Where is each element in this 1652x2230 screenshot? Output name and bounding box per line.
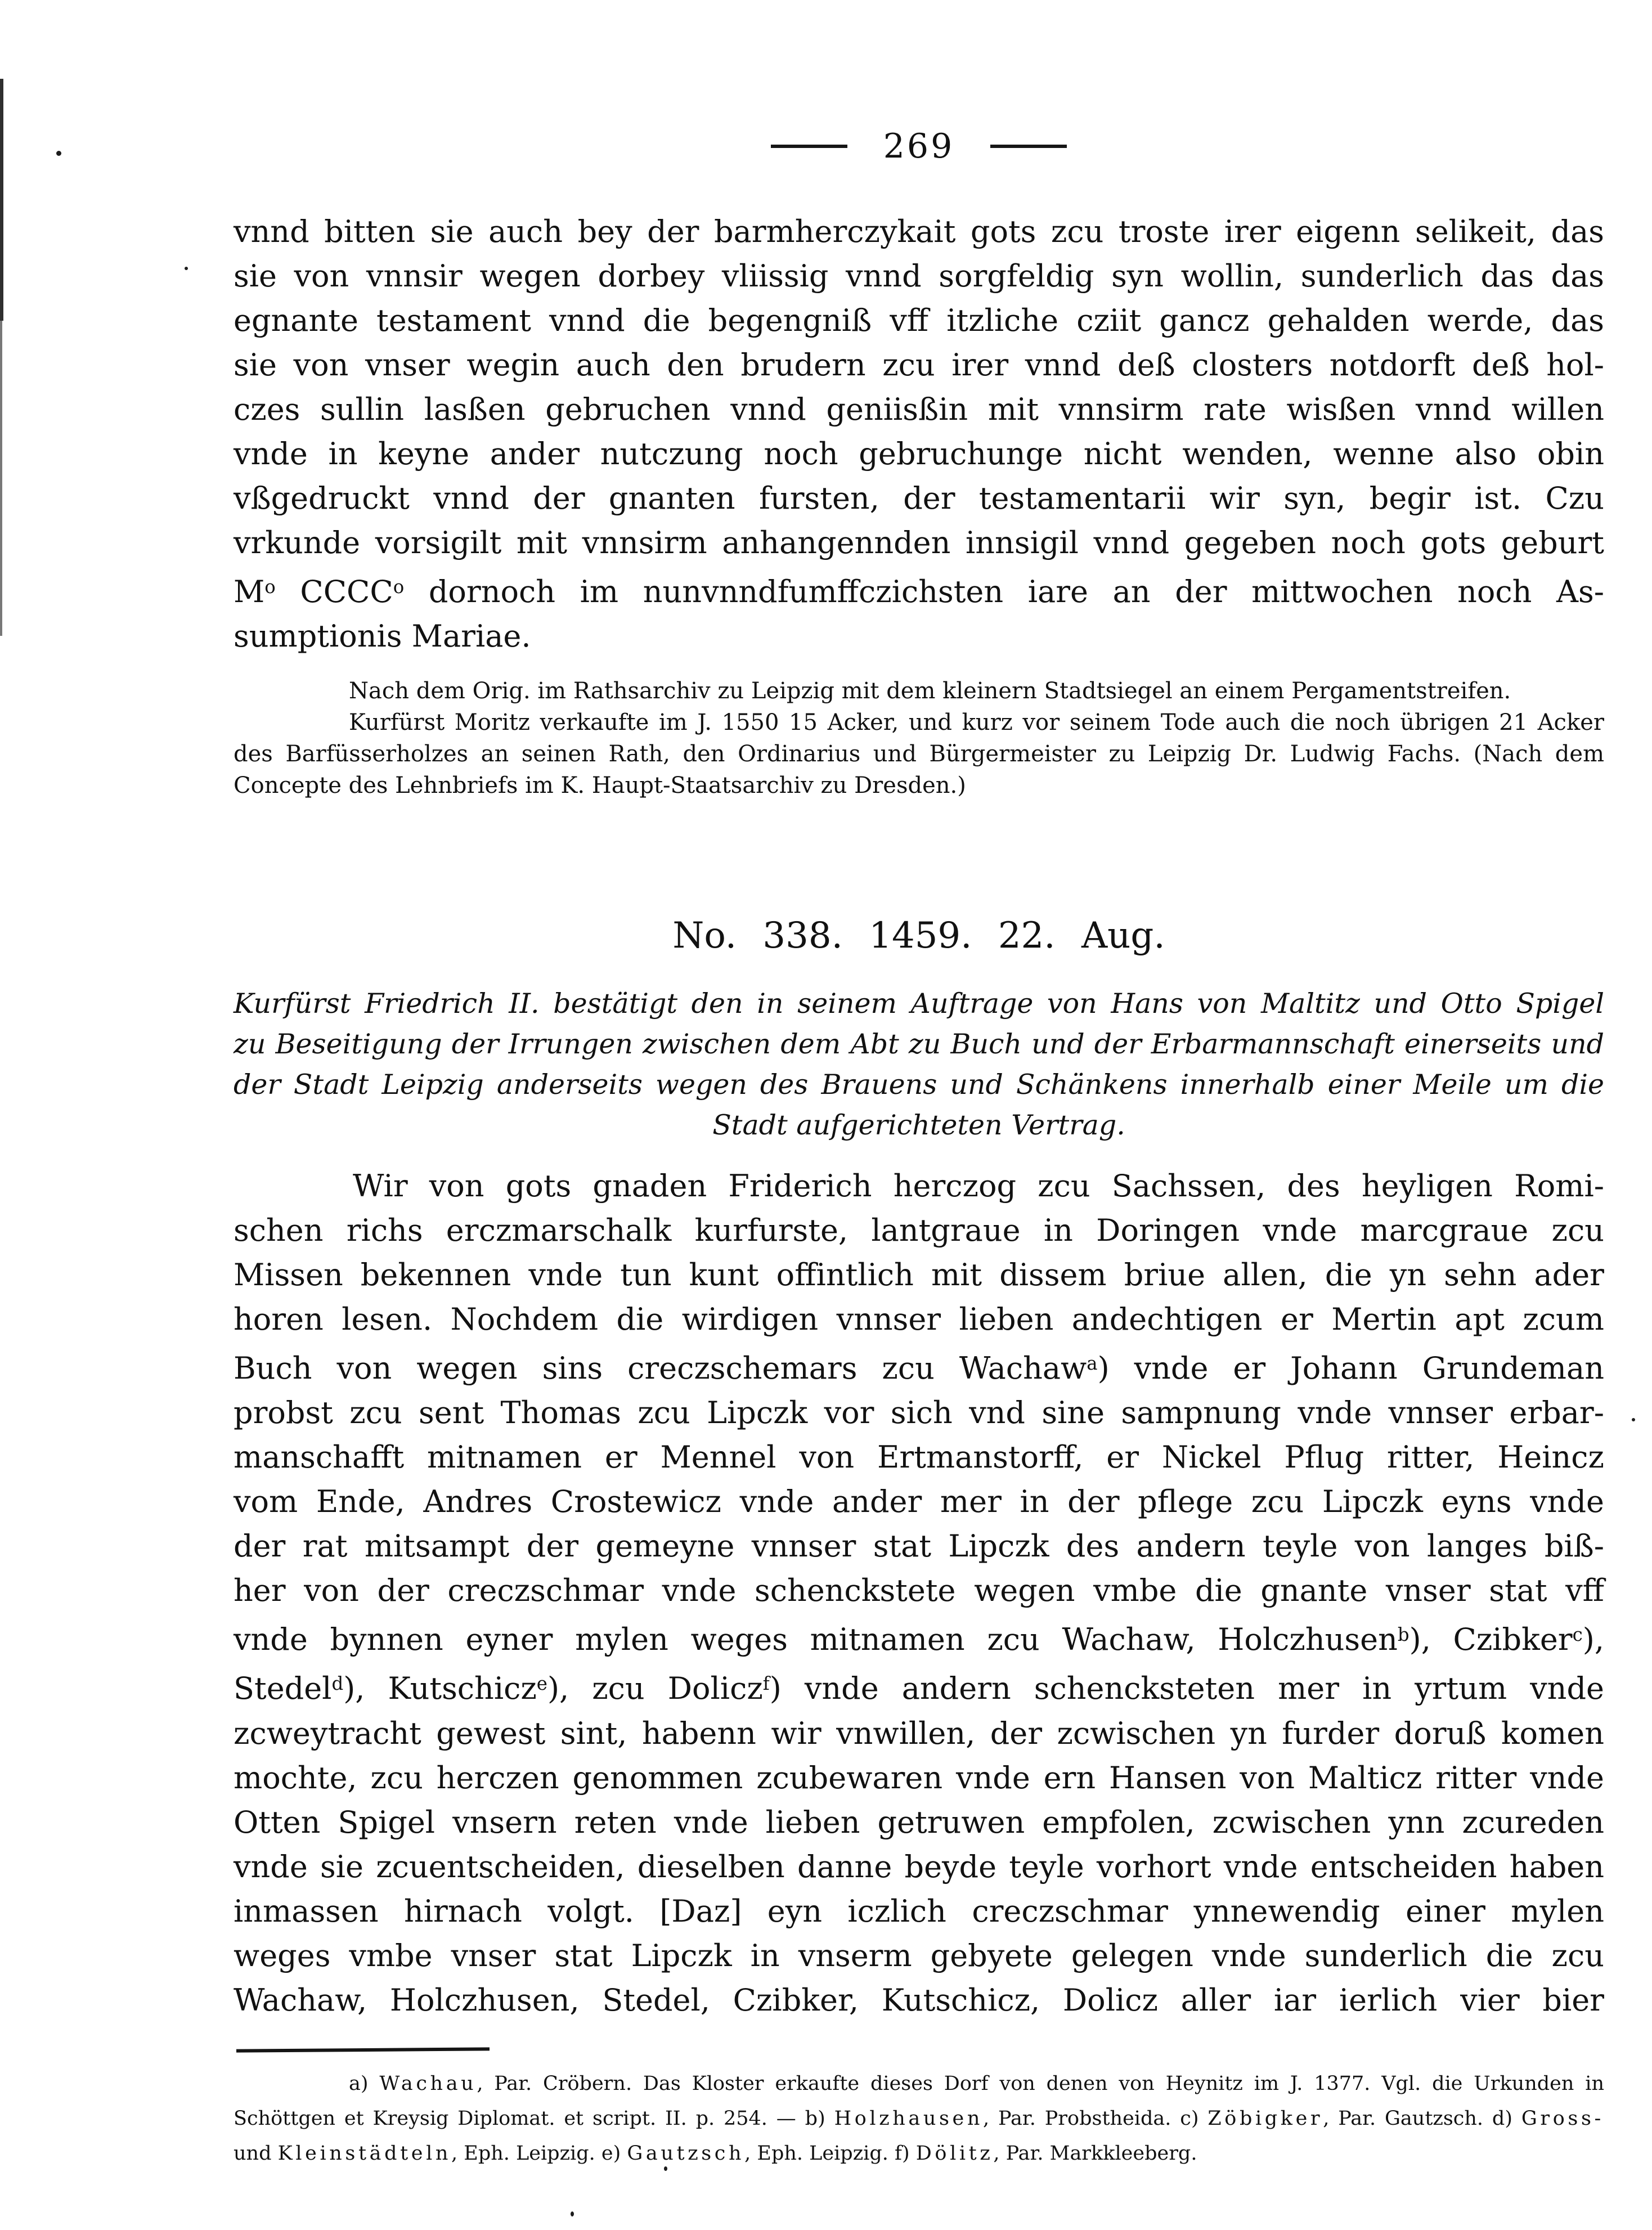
text-segment: , Eph. Leipzig. e)	[451, 2142, 627, 2165]
footnote-marker-sup: d	[331, 1673, 344, 1695]
text-segment: Otten Spigel vnsern reten vnde lieben getruwen empfolen, zcwischen ynn zcureden	[234, 1804, 1604, 1840]
text-segment: ), Czibker	[1409, 1622, 1573, 1658]
text-segment: der Stadt Leipzig anderseits wegen des Brauens und Schänkens innerhalb einer Meile um die	[234, 1069, 1604, 1101]
text-segment: vrkunde vorsigilt mit vnnsirm anhangennden innsigil vnnd gegeben noch gots geburt	[234, 525, 1604, 560]
spaced-word: Zöbigker	[1207, 2107, 1323, 2130]
text-segment: horen lesen. Nochdem die wirdigen vnnser lieben andechtigen er Mertin apt zcum	[234, 1302, 1604, 1337]
text-line	[234, 1253, 1604, 1297]
text-line	[234, 614, 1604, 658]
text-line	[234, 1024, 1604, 1065]
text-segment: Missen bekennen vnde tun kunt offintlich mit dissem briue allen, die yn sehn ader	[234, 1257, 1604, 1293]
text-segment: ) vnde andern schencksteten mer in yrtum vnde	[769, 1671, 1604, 1707]
text-line	[234, 1435, 1604, 1479]
page-header	[234, 126, 1604, 167]
text-line	[234, 1889, 1604, 1933]
text-line	[234, 1845, 1604, 1889]
text-line	[234, 1164, 1604, 1208]
text-line	[234, 1341, 1604, 1390]
footnote-marker-sup: e	[536, 1673, 547, 1695]
spaced-word: Holzhausen	[834, 2107, 984, 2130]
text-line	[234, 343, 1604, 387]
footnote-divider	[236, 2047, 490, 2052]
text-segment: Wachaw, Holczhusen, Stedel, Czibker, Kutschicz, Dolicz aller iar ierlich vier bier	[234, 1982, 1604, 2018]
text-segment: und	[234, 2142, 278, 2165]
header-rule-left	[771, 145, 847, 148]
text-segment: Buch von wegen sins creczschemars zcu Wachaw	[234, 1350, 1087, 1387]
footnote-marker-sup: o	[264, 576, 276, 598]
text-line	[234, 1933, 1604, 1978]
archival-notes	[234, 675, 1604, 801]
text-line	[234, 707, 1604, 738]
text-segment: Kurfürst Moritz verkaufte im J. 1550 15 Acker, und kurz vor seinem Tode auch die noch übrigen 21 Acker	[349, 710, 1604, 735]
text-line	[234, 209, 1604, 254]
text-segment: her von der creczschmar vnde schenckstete wegen vmbe die gnante vnser stat vff	[234, 1573, 1604, 1609]
text-segment: M	[234, 574, 265, 610]
charter-continuation-text	[234, 209, 1604, 658]
text-segment: , Eph. Leipzig. f)	[744, 2142, 916, 2165]
spaced-word: Gross-	[1521, 2107, 1604, 2130]
text-segment: ), zcu Dolicz	[547, 1671, 763, 1707]
text-segment: weges vmbe vnser stat Lipczk in vnserm gebyete gelegen vnde sunderlich die zcu	[234, 1937, 1604, 1973]
text-line	[234, 254, 1604, 298]
text-segment: Stedel	[234, 1671, 332, 1707]
text-segment: Nach dem Orig. im Rathsarchiv zu Leipzig mit dem kleinern Stadtsiegel an einem Pergamentstreifen.	[349, 678, 1511, 704]
text-line	[234, 1800, 1604, 1845]
text-segment: vnde bynnen eyner mylen weges mitnamen zcu Wachaw, Holczhusen	[234, 1622, 1398, 1658]
text-segment: sie von vnser wegin auch den brudern zcu irer vnnd deß closters notdorft deß hol-	[234, 347, 1604, 383]
text-segment: vnde in keyne ander nutczung noch gebruchunge nicht wenden, wenne also obin	[234, 436, 1604, 472]
text-line	[234, 432, 1604, 476]
footnote-marker-sup: b	[1397, 1624, 1409, 1646]
text-line	[234, 1524, 1604, 1568]
text-line	[234, 1208, 1604, 1253]
text-segment: sumptionis Mariae.	[234, 618, 531, 654]
text-segment: zcweytracht gewest sint, habenn wir vnwillen, der zcwischen yn furder doruß komen	[234, 1715, 1604, 1751]
text-segment: probst zcu sent Thomas zcu Lipczk vor sich vnd sine sampnung vnde vnnser erbar-	[234, 1395, 1604, 1431]
scan-speck	[185, 267, 188, 270]
footnote-marker-sup: a	[1087, 1353, 1098, 1374]
text-line	[234, 984, 1604, 1024]
text-line	[234, 1065, 1604, 1105]
scan-speck	[571, 2211, 574, 2216]
scan-speck	[1632, 1418, 1635, 1421]
spaced-word: Dölitz	[915, 2142, 994, 2165]
text-line	[234, 1105, 1604, 1146]
spaced-word: Gautzsch	[627, 2142, 745, 2165]
text-segment: mochte, zcu herczen genommen zcubewaren vnde ern Hansen von Malticz ritter vnde	[234, 1760, 1604, 1796]
footnote-marker-sup: f	[762, 1673, 770, 1695]
text-segment: vnde sie zcuentscheiden, dieselben danne beyde teyle vorhort vnde entscheiden haben	[234, 1848, 1604, 1884]
text-line	[234, 738, 1604, 770]
header-rule-right	[990, 145, 1067, 148]
scan-artifact	[0, 321, 2, 636]
text-segment: ),	[1582, 1622, 1604, 1658]
text-segment: vßgedruckt vnnd der gnanten fursten, der testamentarii wir syn, begir ist. Czu	[234, 481, 1604, 516]
text-segment: Wir von gots gnaden Friderich herczog zcu Sachssen, des heyligen Romi-	[353, 1168, 1604, 1204]
text-segment: egnante testament vnnd die begengniß vff itzliche cziit gancz gehalden werde, das	[234, 303, 1604, 338]
text-line	[234, 476, 1604, 521]
footnote-marker-sup: o	[393, 576, 405, 598]
text-segment: der rat mitsampt der gemeyne vnnser stat Lipczk des andern teyle von langes biß-	[234, 1528, 1604, 1564]
text-line	[234, 2101, 1604, 2136]
text-segment: CCCC	[275, 574, 393, 610]
text-segment: zu Beseitigung der Irrungen zwischen dem Abt zu Buch und der Erbarmannschaft einerseits und	[234, 1028, 1604, 1060]
text-segment: , Par. Gautzsch. d)	[1323, 2107, 1521, 2130]
text-line	[234, 2066, 1604, 2101]
text-segment: ), Kutschicz	[343, 1671, 537, 1707]
text-segment: Concepte des Lehnbriefs im K. Haupt-Staatsarchiv zu Dresden.)	[234, 773, 966, 798]
text-segment: vom Ende, Andres Crostewicz vnde ander mer in der pflege zcu Lipczk eyns vnde	[234, 1484, 1604, 1520]
entry-heading: No. 338. 1459. 22. Aug.	[672, 915, 1165, 957]
text-line	[234, 1978, 1604, 2022]
page-number: 269	[883, 127, 955, 166]
text-segment: ) vnde er Johann Grundeman	[1097, 1350, 1604, 1387]
text-line	[234, 298, 1604, 343]
entry-summary	[234, 984, 1604, 1146]
footnote-marker-sup: c	[1572, 1624, 1583, 1646]
text-segment: inmassen hirnach volgt. [Daz] eyn iczlich creczschmar ynnewendig einer mylen	[234, 1893, 1604, 1929]
text-line	[234, 1662, 1604, 1711]
text-segment: des Barfüsserholzes an seinen Rath, den Ordinarius und Bürgermeister zu Leipzig Dr. Ludwig Fachs. (Nach dem	[234, 741, 1604, 767]
text-segment: , Par. Probstheida. c)	[983, 2107, 1208, 2130]
text-segment: Kurfürst Friedrich II. bestätigt den in seinem Auftrage von Hans von Maltitz und Otto Spigel	[234, 988, 1604, 1020]
text-line	[234, 1479, 1604, 1524]
spaced-word: Kleinstädteln	[277, 2142, 452, 2165]
text-line	[234, 521, 1604, 565]
text-segment: a)	[349, 2072, 380, 2095]
text-line	[234, 1568, 1604, 1613]
spaced-word: Wachau	[379, 2072, 477, 2095]
scan-artifact	[0, 79, 3, 321]
text-segment: , Par. Markkleeberg.	[993, 2142, 1197, 2165]
text-line	[234, 387, 1604, 432]
text-segment: czes sullin lasßen gebruchen vnnd geniisßin mit vnnsirm rate wisßen vnnd willen	[234, 392, 1604, 427]
text-line	[234, 1390, 1604, 1435]
text-line	[234, 1756, 1604, 1800]
footnotes	[234, 2066, 1604, 2171]
text-segment: vnnd bitten sie auch bey der barmherczykait gots zcu troste irer eigenn selikeit, das	[234, 214, 1604, 249]
text-line	[234, 770, 1604, 801]
text-segment: Schöttgen et Kreysig Diplomat. et script. II. p. 254. — b)	[234, 2107, 834, 2130]
text-segment: sie von vnnsir wegen dorbey vliissig vnnd sorgfeldig syn wollin, sunderlich das das	[234, 258, 1604, 294]
text-segment: Stadt aufgerichteten Vertrag.	[712, 1109, 1125, 1141]
text-line	[234, 1297, 1604, 1341]
entry-body-text	[234, 1164, 1604, 2022]
text-line	[234, 1613, 1604, 1662]
text-segment: manschafft mitnamen er Mennel von Ertmanstorff, er Nickel Pflug ritter, Heincz	[234, 1439, 1604, 1475]
text-line	[234, 565, 1604, 614]
scan-speck	[56, 151, 61, 156]
text-line	[234, 675, 1604, 707]
text-segment: schen richs erczmarschalk kurfurste, lantgraue in Doringen vnde marcgraue zcu	[234, 1213, 1604, 1248]
text-segment: dornoch im nunvnndfumffczichsten iare an der mittwochen noch As-	[404, 574, 1604, 610]
text-line	[234, 2136, 1604, 2171]
text-segment: , Par. Cröbern. Das Kloster erkaufte dieses Dorf von denen von Heynitz im J. 1377. Vgl. die Urkunden in	[477, 2072, 1604, 2095]
text-line	[234, 1711, 1604, 1756]
